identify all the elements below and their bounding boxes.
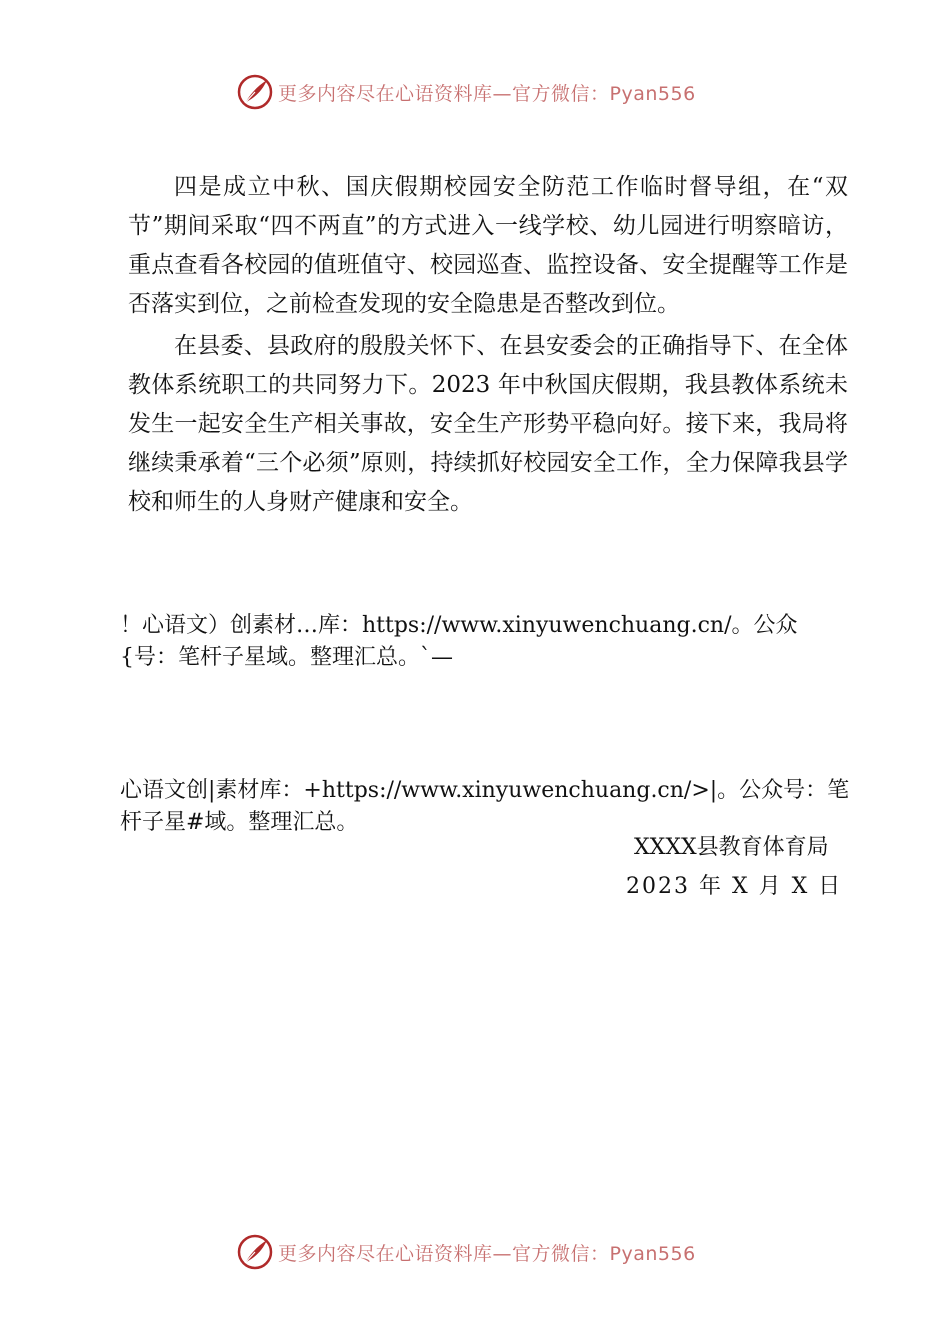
watermark-note-1: ！心语文）创素材…库：https://www.xinyuwenchuang.cn/。公众{号：笔杆子星域。整理汇总。`— [120, 613, 798, 670]
quill-logo-icon [236, 73, 274, 111]
footer-banner-text: 更多内容尽在心语资料库—官方微信：Pyan556 [278, 1242, 696, 1265]
footer-banner [236, 1232, 756, 1272]
signature-organization: XXXX县教育体育局 [634, 835, 829, 860]
header-banner-text: 更多内容尽在心语资料库—官方微信：Pyan556 [278, 82, 696, 105]
signature-date: 2023 年 X 月 X 日 [626, 874, 843, 899]
quill-logo-icon [236, 1233, 274, 1271]
body-paragraph-1: 四是成立中秋、国庆假期校园安全防范工作临时督导组，在“双节”期间采取“四不两直”的方式进入一线学校、幼儿园进行明察暗访，重点查看各校园的值班值守、校园巡查、监控设备、安全提醒等工作是否落实到位，之前检查发现的安全隐患是否整改到位。 [128, 174, 848, 317]
watermark-note-2: 心语文创|素材库：+https://www.xinyuwenchuang.cn/>|。公众号：笔杆子星#域。整理汇总。 [120, 778, 850, 835]
body-paragraph-2: 在县委、县政府的殷殷关怀下、在县安委会的正确指导下、在全体教体系统职工的共同努力下。2023 年中秋国庆假期，我县教体系统未发生一起安全生产相关事故，安全生产形势平稳向好。接下来，我局将继续秉承着“三个必须”原则，持续抓好校园安全工作，全力保障我县学校和师生的人身财产健康和安全。 [128, 333, 848, 515]
header-banner [236, 72, 756, 112]
